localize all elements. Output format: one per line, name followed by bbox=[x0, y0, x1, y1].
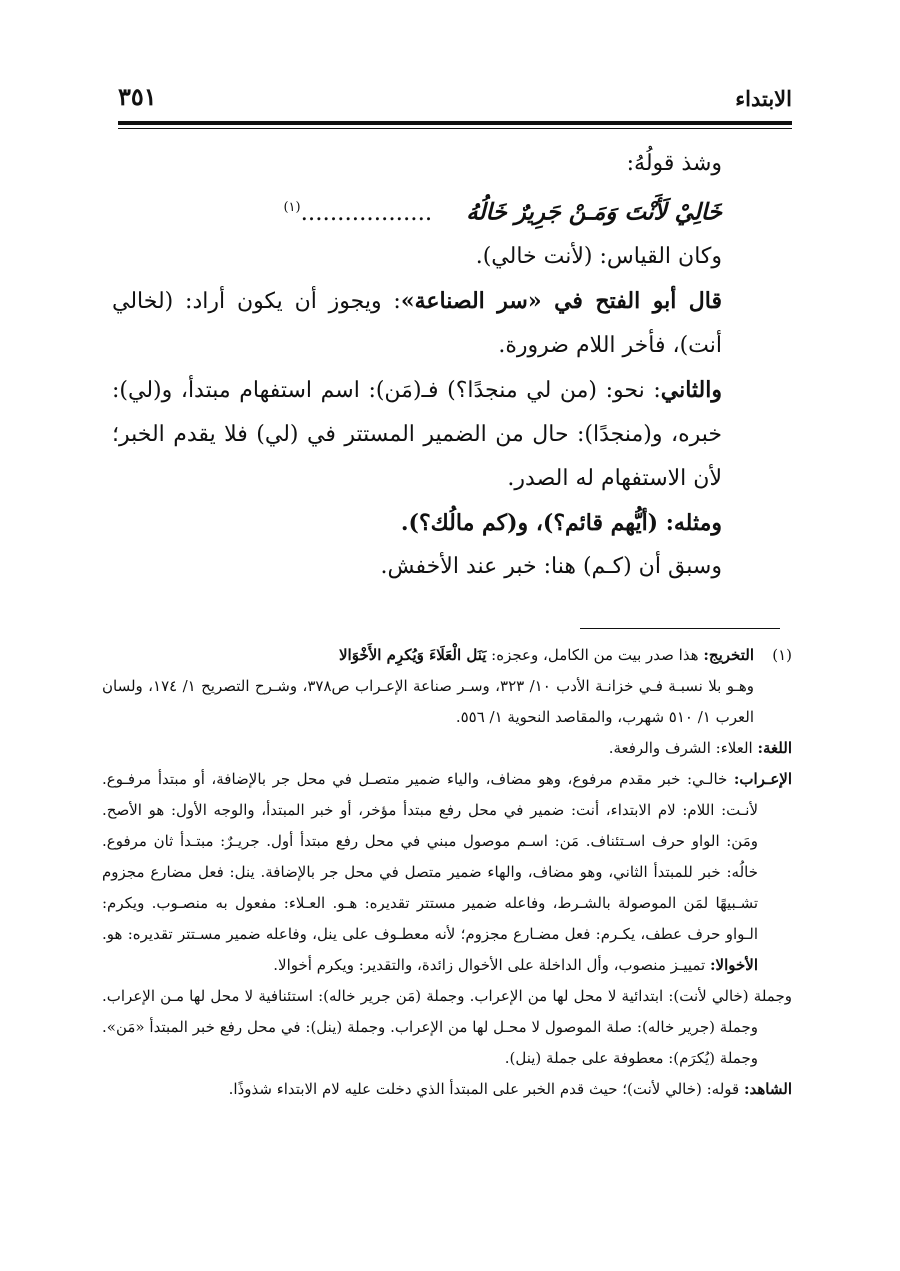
header-rule-thin bbox=[118, 128, 792, 129]
lugha-label: اللغة: bbox=[757, 739, 792, 757]
chapter-title: الابتداء bbox=[735, 86, 792, 111]
paragraph-lead: والثاني bbox=[660, 376, 722, 403]
footnote-takhrij bbox=[102, 640, 792, 671]
akhwal-label: الأخوالا: bbox=[709, 956, 758, 974]
verse-ajuz: يَنَل الْعَلَاءَ وَيُكرِم الأَخْوَالا bbox=[338, 646, 487, 664]
footnotes bbox=[102, 640, 792, 1105]
footnote-lugha bbox=[102, 733, 792, 764]
paragraph-akhfash: وسبق أن (كـم) هنا: خبر عند الأخفش. bbox=[380, 553, 722, 579]
irab-tail: تمييـز منصوب، وأل الداخلة على الأخوال زائدة، والتقدير: ويكرم أخوالا. bbox=[273, 956, 710, 974]
footnote-separator bbox=[580, 628, 780, 629]
paragraph-intro: وشذ قولُهُ: bbox=[626, 151, 722, 176]
paragraph-body: : نحو: (من لي منجدًا؟) فـ(مَن): اسم استفهام مبتدأ، و(لي): خبره، و(منجدًا): حال من الضمير المستتر في (لي) فلا يقدم الخبر؛ لأن الاستفهام له الصدر. bbox=[112, 377, 722, 491]
paragraph-qiyas: وكان القياس: (لأنت خالي). bbox=[475, 243, 722, 269]
takhrij-text: هذا صدر بيت من الكامل، وعجزه: bbox=[486, 646, 704, 664]
footnote-sources: وهـو بلا نسبـة فـي خزانـة الأدب ١٠/ ٣٢٣، وسـر صناعة الإعـراب ص٣٧٨، وشـرح التصريح ١/ ١٧٤، ولسان العرب ١/ ٥١٠ شهرب، والمقاصد النحوية ١/ ٥٥٦. bbox=[102, 677, 755, 726]
main-text bbox=[112, 142, 792, 589]
paragraph-example: ومثله: (أيُّهم قائم؟)، و(كم مالُك؟). bbox=[400, 509, 722, 536]
poetry-verse bbox=[112, 186, 792, 235]
page-number: ٣٥١ bbox=[118, 82, 157, 111]
footnote-jumla: وجملة (خالي لأنت): ابتدائية لا محل لها من الإعراب. وجملة (مَن جرير خاله): استئنافية لا محل لها مـن الإعراب. وجملة (جرير خاله): صلة الموصول لا محـل لها من الإعراب. وجملة (ينل): في محل رفع خبر المبتدأ «مَن». وجملة (يُكرَم): معطوفة على جملة (ينل). bbox=[102, 987, 792, 1067]
footnote-ref: (١) bbox=[283, 200, 301, 215]
irab-text: خالـي: خبر مقدم مرفوع، وهو مضاف، والياء ضمير متصـل في محل جر بالإضافة، أو مبتدأ مرفـوع. لأنـت: اللام: لام الابتداء، أنت: ضمير في محل رفع مبتدأ مؤخر، أو خبر المبتدأ، والوجه الأول: هو الأصح. ومَن: الواو حرف اسـتئناف. مَن: اسـم موصول مبني في محل رفع مبتدأ أول. جريـرٌ: مبتـدأ ثان مرفوع. خالُه: خبر للمبتدأ الثاني، وهو مضاف، والهاء ضمير متصل في محل جر بالإضافة. ينل: فعل مضارع مجزوم تشـبيهًا لمَن الموصولة بالشـرط، وفاعله ضمير مستتر تقديره: هـو. العـلاء: مفعول به منصـوب. ويكرم: الـواو حرف عطف، يكـرم: فعل مضـارع مجزوم؛ لأنه معطـوف على ينل، وفاعله ضمير مسـتتر تقديره: هو. bbox=[102, 770, 758, 943]
paragraph-abu-alfath bbox=[112, 279, 792, 368]
takhrij-label: التخريج: bbox=[703, 646, 754, 664]
footnote-shahid bbox=[102, 1074, 792, 1105]
lugha-text: العلاء: الشرف والرفعة. bbox=[608, 739, 758, 757]
page-header bbox=[118, 82, 792, 116]
shahid-text: قوله: (خالي لأنت)؛ حيث قدم الخبر على المبتدأ الذي دخلت عليه لام الابتداء شذوذًا. bbox=[228, 1080, 744, 1098]
paragraph-body: : ويجوز أن يكون أراد: (لخالي أنت)، فأخر اللام ضرورة. bbox=[112, 288, 722, 358]
paragraph-second bbox=[112, 368, 792, 501]
irab-label: الإعـراب: bbox=[733, 770, 792, 788]
header-rule-thick bbox=[118, 121, 792, 125]
footnote-irab bbox=[102, 764, 792, 981]
shahid-label: الشاهد: bbox=[743, 1080, 792, 1098]
footnote-number: (١) bbox=[772, 646, 792, 664]
paragraph-lead: قال أبو الفتح في «سر الصناعة» bbox=[400, 287, 723, 314]
verse-text: خَالِيْ لَأَنْتَ وَمَـنْ جَرِيرٌ خَالُهُ bbox=[466, 198, 722, 226]
verse-dots: .................. bbox=[300, 199, 433, 226]
